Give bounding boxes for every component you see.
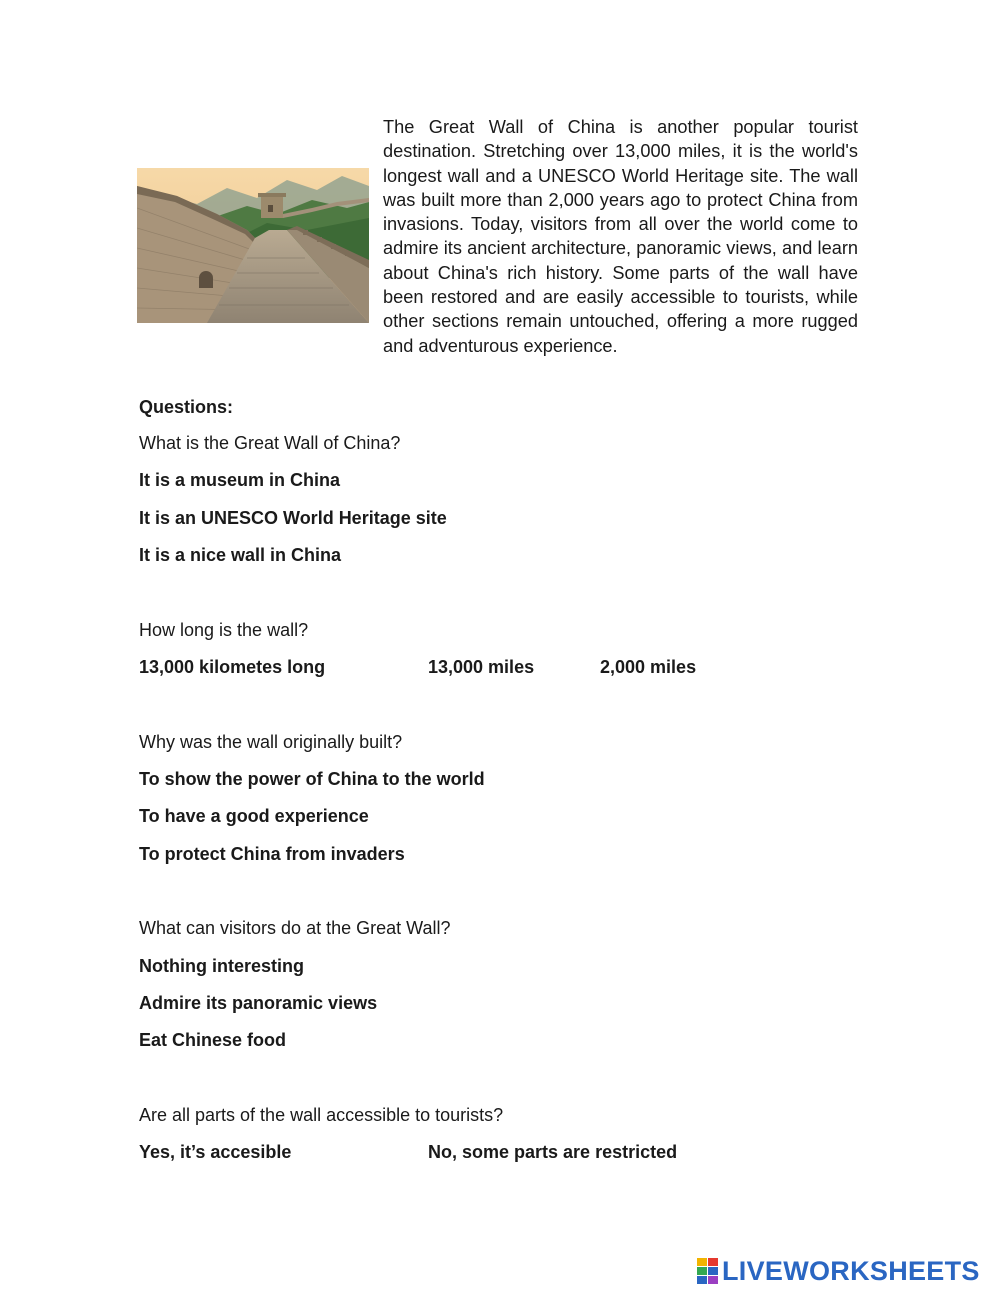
liveworksheets-brand-text: LIVEWORKSHEETS <box>722 1255 980 1286</box>
question-4: What can visitors do at the Great Wall? <box>139 918 451 938</box>
great-wall-photo <box>137 168 369 323</box>
question-5: Are all parts of the wall accessible to tourists? <box>139 1105 504 1125</box>
reading-passage: The Great Wall of China is another popular tourist destination. Stretching over 13,000 miles, it is the world's longest wall and a UNESCO World Heritage site. The wall was built more than 2,000 years ago to protect China from invasions. Today, visitors from all over the world come to admire its ancient architecture, panoramic views, and learn about China's rich history. Some parts of the wall have been restored and are easily accessible to tourists, while other sections remain untouched, offering a more rugged and adventurous experience. <box>383 117 858 356</box>
q2-option-2[interactable]: 13,000 miles <box>428 657 535 677</box>
q4-option-1[interactable]: Nothing interesting <box>139 956 304 976</box>
q2-option-1[interactable]: 13,000 kilometes long <box>139 657 326 677</box>
liveworksheets-logo-icon <box>697 1258 719 1284</box>
q1-option-3[interactable]: It is a nice wall in China <box>139 545 342 565</box>
q3-option-2[interactable]: To have a good experience <box>139 806 369 826</box>
liveworksheets-logo[interactable] <box>697 1256 980 1286</box>
q3-option-3[interactable]: To protect China from invaders <box>139 844 405 864</box>
q5-option-2[interactable]: No, some parts are restricted <box>428 1142 678 1162</box>
q3-option-1[interactable]: To show the power of China to the world <box>139 769 485 789</box>
question-1: What is the Great Wall of China? <box>139 433 401 453</box>
question-3: Why was the wall originally built? <box>139 732 403 752</box>
question-2: How long is the wall? <box>139 620 309 640</box>
q4-option-2[interactable]: Admire its panoramic views <box>139 993 378 1013</box>
q2-option-3[interactable]: 2,000 miles <box>600 657 697 677</box>
q1-option-2[interactable]: It is an UNESCO World Heritage site <box>139 508 447 528</box>
q1-option-1[interactable]: It is a museum in China <box>139 470 341 490</box>
questions-heading: Questions: <box>139 397 234 417</box>
q5-option-1[interactable]: Yes, it’s accesible <box>139 1142 292 1162</box>
q4-option-3[interactable]: Eat Chinese food <box>139 1030 287 1050</box>
